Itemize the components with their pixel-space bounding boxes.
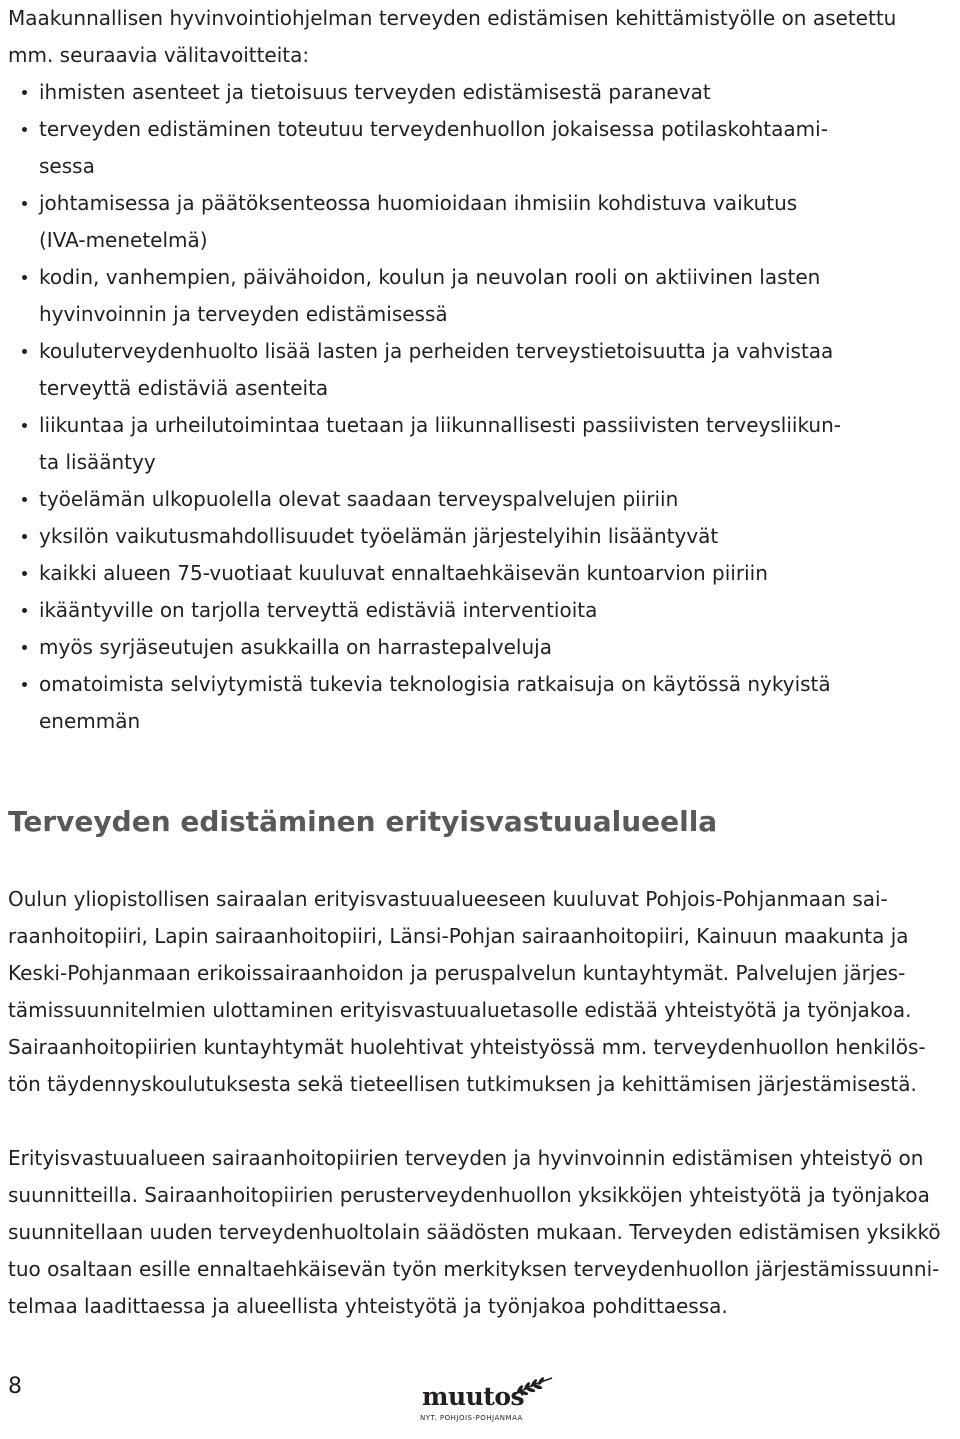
paragraph-line: suunnitellaan uuden terveydenhuoltolain säädösten mukaan. Terveyden edistämisen yksikkö	[8, 1220, 941, 1244]
goal-line: johtamisessa ja päätöksenteossa huomioidaan ihmisiin kohdistuva vaikutus	[39, 191, 798, 215]
paragraph-line: Oulun yliopistollisen sairaalan erityisvastuualueeseen kuuluvat Pohjois-Pohjanmaan sai-	[8, 887, 888, 911]
goal-item	[8, 259, 948, 333]
goal-item	[8, 629, 948, 666]
paragraph-2	[8, 1140, 956, 1325]
paragraph-line: tämissuunnitelmien ulottaminen erityisvastuualuetasolle edistää yhteistyötä ja työnjakoa.	[8, 998, 912, 1022]
goal-line: ikääntyville on tarjolla terveyttä edistäviä interventioita	[39, 598, 598, 622]
goal-line: ta lisääntyy	[39, 450, 156, 474]
paragraph-line: tön täydennyskoulutuksesta sekä tieteellisen tutkimuksen ja kehittämisen järjestämisestä.	[8, 1072, 917, 1096]
goal-item	[8, 592, 948, 629]
paragraph-line: Erityisvastuualueen sairaanhoitopiirien terveyden ja hyvinvoinnin edistämisen yhteistyö on	[8, 1146, 924, 1170]
logo-tagline: NYT. POHJOIS-POHJANMAA	[420, 1414, 523, 1422]
goal-item	[8, 481, 948, 518]
goal-line: kodin, vanhempien, päivähoidon, koulun ja neuvolan rooli on aktiivinen lasten	[39, 265, 821, 289]
goal-line: terveyden edistäminen toteutuu terveydenhuollon jokaisessa potilaskohtaami-	[39, 117, 828, 141]
paragraph-line: Sairaanhoitopiirien kuntayhtymät huolehtivat yhteistyössä mm. terveydenhuollon henkilös-	[8, 1035, 926, 1059]
goal-line: kouluterveydenhuolto lisää lasten ja perheiden terveystietoisuutta ja vahvistaa	[39, 339, 834, 363]
goal-line: hyvinvoinnin ja terveyden edistämisessä	[39, 302, 448, 326]
intro-line: Maakunnallisen hyvinvointiohjelman terveyden edistämisen kehittämistyölle on asetettu	[8, 6, 897, 30]
goal-line: työelämän ulkopuolella olevat saadaan terveyspalvelujen piiriin	[39, 487, 679, 511]
paragraph-line: suunnitteilla. Sairaanhoitopiirien perusterveydenhuollon yksikköjen yhteistyötä ja työnjakoa	[8, 1183, 930, 1207]
section-heading: Terveyden edistäminen erityisvastuualueella	[8, 805, 718, 838]
goal-item	[8, 518, 948, 555]
goal-item	[8, 333, 948, 407]
goal-item	[8, 407, 948, 481]
goal-line: enemmän	[39, 709, 141, 733]
goal-item	[8, 185, 948, 259]
goals-list	[8, 74, 948, 740]
paragraph-line: tuo osaltaan esille ennaltaehkäisevän työn merkityksen terveydenhuollon järjestämissuunni-	[8, 1257, 940, 1281]
goal-line: omatoimista selviytymistä tukevia teknologisia ratkaisuja on käytössä nykyistä	[39, 672, 831, 696]
goal-item	[8, 74, 948, 111]
goal-item	[8, 666, 948, 740]
muutos-logo	[418, 1376, 558, 1426]
goal-line: kaikki alueen 75-vuotiaat kuuluvat ennaltaehkäisevän kuntoarvion piiriin	[39, 561, 768, 585]
intro-text	[8, 0, 948, 74]
paragraph-line: telmaa laadittaessa ja alueellista yhteistyötä ja työnjakoa pohdittaessa.	[8, 1294, 728, 1318]
intro-line: mm. seuraavia välitavoitteita:	[8, 43, 310, 67]
goal-line: yksilön vaikutusmahdollisuudet työelämän järjestelyihin lisääntyvät	[39, 524, 719, 548]
paragraph-line: Keski-Pohjanmaan erikoissairaanhoidon ja peruspalvelun kuntayhtymät. Palvelujen järjes-	[8, 961, 906, 985]
logo-wordmark: muutos	[422, 1382, 525, 1411]
page-number: 8	[8, 1374, 22, 1399]
goal-item	[8, 111, 948, 185]
goal-line: ihmisten asenteet ja tietoisuus terveyden edistämisestä paranevat	[39, 80, 711, 104]
goal-line: liikuntaa ja urheilutoimintaa tuetaan ja liikunnallisesti passiivisten terveysliikun-	[39, 413, 841, 437]
goal-line: terveyttä edistäviä asenteita	[39, 376, 329, 400]
goal-line: sessa	[39, 154, 95, 178]
goal-line: myös syrjäseutujen asukkailla on harrastepalveluja	[39, 635, 552, 659]
paragraph-1	[8, 881, 956, 1103]
goal-item	[8, 555, 948, 592]
goal-line: (IVA-menetelmä)	[39, 228, 208, 252]
paragraph-line: raanhoitopiiri, Lapin sairaanhoitopiiri, Länsi-Pohjan sairaanhoitopiiri, Kainuun maakunta ja	[8, 924, 909, 948]
